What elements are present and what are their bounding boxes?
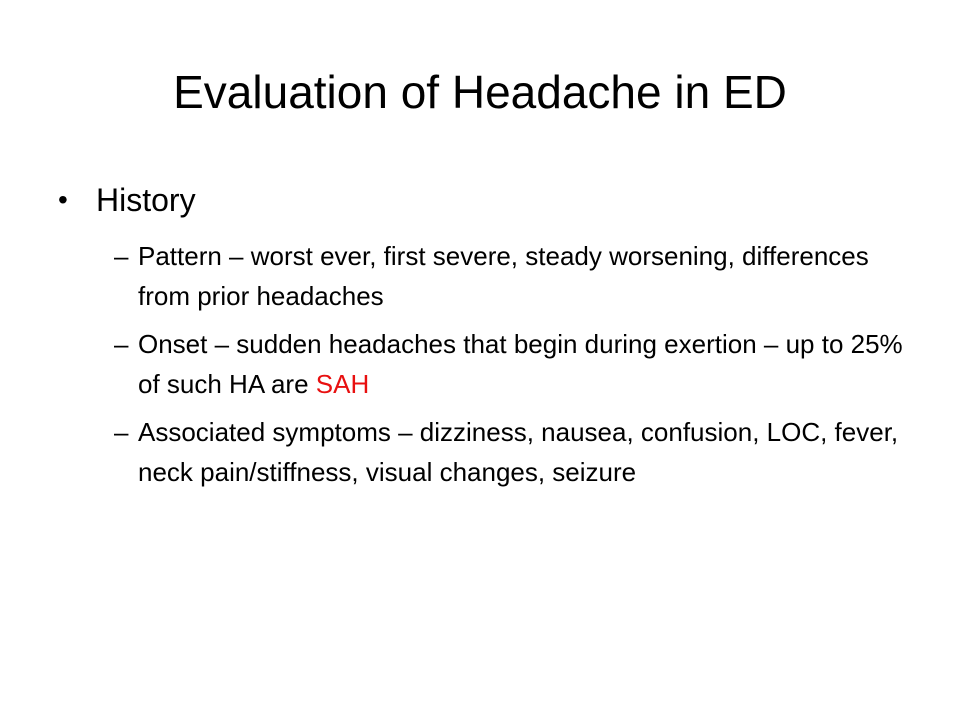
- sub-bullet-text: Associated symptoms – dizziness, nausea, confusion, LOC, fever, neck pain/stiffness, visual changes, seizure: [138, 417, 899, 487]
- dash-icon: –: [114, 241, 129, 271]
- bullet-history: [58, 178, 904, 222]
- slide-title: Evaluation of Headache in ED: [173, 66, 787, 118]
- sah-highlight: SAH: [315, 369, 370, 399]
- slide-body: [58, 178, 904, 500]
- sub-bullet-pattern: [84, 236, 904, 316]
- sub-bullet-onset: [84, 324, 904, 404]
- bullet-dot-icon: •: [58, 184, 68, 215]
- sub-bullet-symptoms: [84, 412, 904, 492]
- bullet-history-text: History: [96, 182, 196, 218]
- sub-bullet-text: Pattern – worst ever, first severe, steady worsening, differences from prior headaches: [138, 241, 869, 311]
- dash-icon: –: [114, 417, 129, 447]
- sub-bullet-text: Onset – sudden headaches that begin during exertion – up to 25% of such HA are: [138, 329, 903, 399]
- dash-icon: –: [114, 329, 129, 359]
